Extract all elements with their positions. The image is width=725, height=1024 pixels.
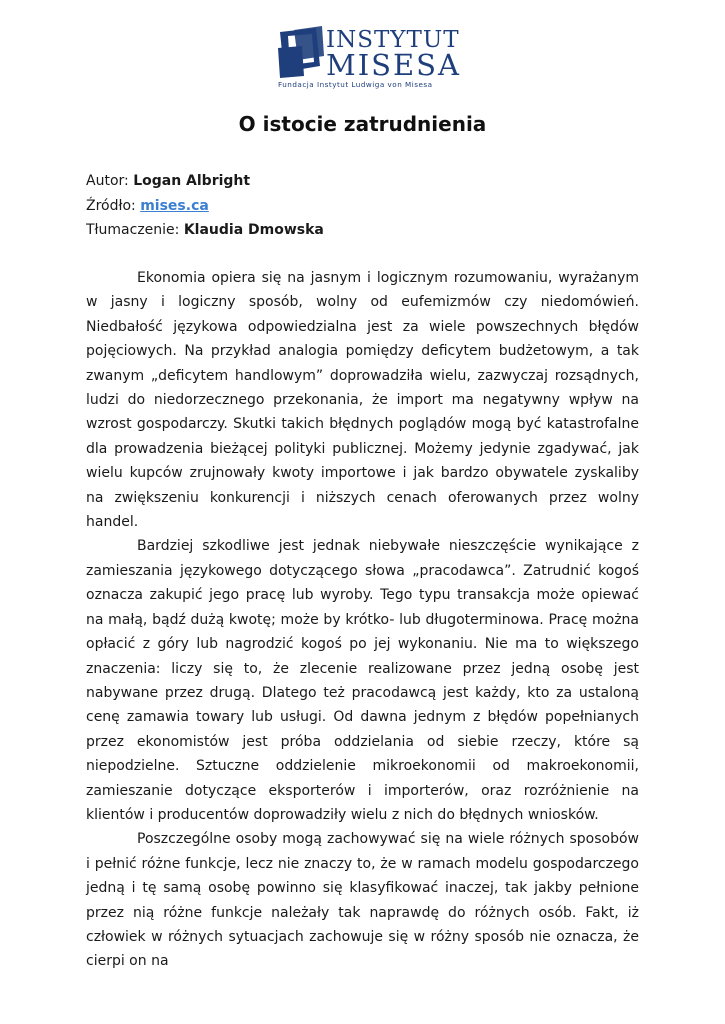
square-emblem-icon [278, 26, 324, 78]
source-label: Źródło: [86, 197, 141, 214]
paragraph: Bardziej szkodliwe jest jednak niebywałe nieszczęście wynikające z zamieszania językowego dotyczącego słowa „pracodawca”. Zatrudnić kogoś oznacza zakupić jego pracę lub wyroby. Tego typu transakcja może opiewać na małą, bądź dużą kwotę; może by krótko- lub długoterminowa. Pracę można opłacić z góry lub nagrodzić kogoś po jej wykonaniu. Nie ma to większego znaczenia: liczy się to, że zlecenie realizowane przez jedną osobę jest nabywane przez drugą. Dlatego też pracodawcą jest każdy, kto za ustaloną cenę zamawia towary lub usługi. Od dawna jednym z błędów popełnianych przez ekonomistów jest próba oddzielania od siebie rzeczy, które są niepodzielne. Sztuczne oddzielenie mikroekonomii od makroekonomii, zamieszanie dotyczące eksporterów i importerów, oraz rozróżnienie na klientów i producentów doprowadziły wielu z nich do błędnych wniosków. [86, 538, 639, 823]
logo-wordmark [326, 27, 461, 82]
article-meta [86, 169, 324, 243]
institute-logo [278, 26, 461, 92]
translator-name: Klaudia Dmowska [183, 222, 324, 238]
logo-line1: INSTYTUT [326, 27, 460, 53]
author-line [86, 169, 324, 194]
source-link[interactable]: mises.ca [140, 197, 209, 214]
logo-subtitle: Fundacja Instytut Ludwiga von Misesa [278, 80, 433, 89]
author-name: Logan Albright [133, 173, 251, 189]
logo-line2: MISESA [326, 48, 461, 82]
source-line [86, 194, 324, 219]
article-title: O istocie zatrudnienia [238, 112, 487, 136]
translation-line [86, 218, 324, 243]
paragraph: Ekonomia opiera się na jasnym i logicznym rozumowaniu, wyrażanym w jasny i logiczny sposób, wolny od eufemizmów czy niedomówień. Niedbałość językowa odpowiedzialna jest za wiele powszechnych błędów pojęciowych. Na przykład analogia pomiędzy deficytem budżetowym, a tak zwanym „deficytem handlowym” doprowadziła wielu, zazwyczaj rozsądnych, ludzi do niedorzecznego przekonania, że import ma negatywny wpływ na wzrost gospodarczy. Skutki takich błędnych poglądów mogą być katastrofalne dla prowadzenia bieżącej polityki publicznej. Możemy jedynie zgadywać, jak wielu kupców zrujnowały kwoty importowe i jak bardzo obywatele zyskaliby na zwiększeniu konkurencji i niższych cenach oferowanych przez wolny handel. [86, 270, 639, 531]
paragraph: Poszczególne osoby mogą zachowywać się na wiele różnych sposobów i pełnić różne funkcje, lecz nie znaczy to, że w ramach modelu gospodarczego jedną i tę samą osobę powinno się klasyfikować inaczej, tak jakby pełnione przez nią różne funkcje należały tak naprawdę do różnych osób. Fakt, iż człowiek w różnych sytuacjach zachowuje się w różny sposób nie oznacza, że cierpi on na [86, 831, 639, 970]
author-label: Autor: [86, 173, 134, 189]
translation-label: Tłumaczenie: [86, 222, 184, 238]
article-body [86, 266, 639, 974]
